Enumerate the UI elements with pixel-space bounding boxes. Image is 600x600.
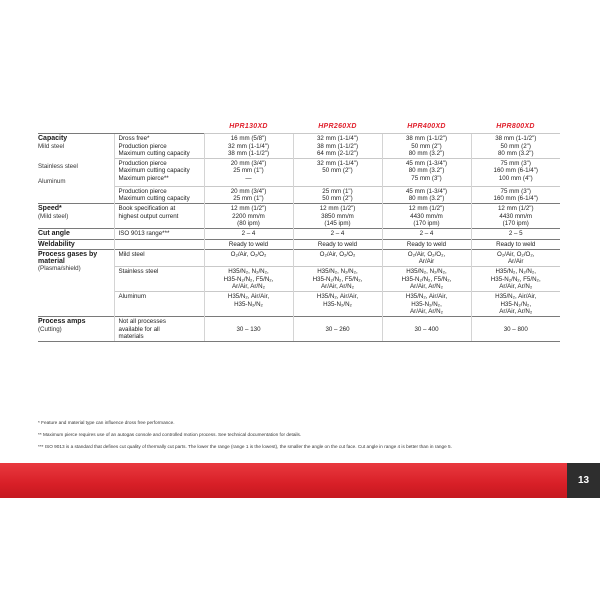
model-header: HPR400XD xyxy=(382,123,471,134)
value-cell: 16 mm (5/8") 32 mm (1-1/4") 38 mm (1-1/2") xyxy=(204,134,293,159)
footnote: ** Maximum pierce requires use of an autogas console and controlled motion process. See technical documentation for details. xyxy=(38,432,302,437)
value-cell: H35/N₂, N₂/N₂, H35-N₂/N₂, F5/N₂, Ar/Air, Ar/N₂ xyxy=(293,267,382,292)
value-cell: 38 mm (1-1/2") 50 mm (2") 80 mm (3.2") xyxy=(382,134,471,159)
speed-category: Speed* (Mild steel) xyxy=(38,204,114,229)
value-cell: 45 mm (1-3/4") 80 mm (3.2") 75 mm (3") xyxy=(382,159,471,187)
footnote: * Feature and material type can influence dross free performance. xyxy=(38,420,175,425)
model-header-row xyxy=(38,123,560,134)
value-cell: H35/N₂, N₂/N₂, H35-N₂/N₂, F5/N₂, Ar/Air, Ar/N₂ xyxy=(204,267,293,292)
specifications-table xyxy=(38,123,560,342)
value-cell: 12 mm (1/2") 3850 mm/m (145 ipm) xyxy=(293,204,382,229)
capacity-category: Capacity Mild steel xyxy=(38,134,114,159)
capacity-stainless-labels: Production pierce Maximum cutting capacity Maximum pierce** xyxy=(114,159,204,187)
value-cell: H35/N₂, Air/Air, H35-N₂/N₂ xyxy=(204,292,293,317)
value-cell: Ready to weld xyxy=(204,239,293,249)
model-header: HPR800XD xyxy=(471,123,560,134)
model-header: HPR260XD xyxy=(293,123,382,134)
value-cell: 30 – 400 xyxy=(382,317,471,342)
value-cell: 12 mm (1/2") 2200 mm/m (80 ipm) xyxy=(204,204,293,229)
weldability-row: Weldability Ready to weld Ready to weld Ready to weld Ready to weld xyxy=(38,239,560,249)
value-cell: 12 mm (1/2") 4430 mm/m (170 ipm) xyxy=(382,204,471,229)
value-cell: 12 mm (1/2") 4430 mm/m (170 ipm) xyxy=(471,204,560,229)
value-cell: Ready to weld xyxy=(382,239,471,249)
value-cell: 30 – 800 xyxy=(471,317,560,342)
value-cell: 20 mm (3/4") 25 mm (1") xyxy=(204,186,293,204)
value-cell: 30 – 260 xyxy=(293,317,382,342)
gases-mild-row: Process gases by material (Plasma/shield) Mild steel O₂/Air, O₂/O₂ O₂/Air, O₂/O₂ O₂/Air, O₂/O₂, Ar/Air O₂/Air, O₂/O₂, Ar/Air xyxy=(38,249,560,267)
value-cell: 45 mm (1-3/4") 80 mm (3.2") xyxy=(382,186,471,204)
value-cell: 2 – 5 xyxy=(471,229,560,239)
value-cell: H35/N₂, N₂/N₂, H35-N₂/N₂, F5/N₂, Ar/Air, Ar/N₂ xyxy=(471,267,560,292)
speed-row: Speed* (Mild steel) Book specification at highest output current 12 mm (1/2") 2200 mm/m (80 ipm) 12 mm (1/2") 3850 mm/m (145 ipm) 12 mm (1/2") 4430 mm/m (170 ipm) 12 mm (1/2") 4430 mm/m (170 ipm) xyxy=(38,204,560,229)
value-cell: O₂/Air, O₂/O₂ xyxy=(204,249,293,267)
stainless-label: Stainless steel Aluminum xyxy=(38,162,78,185)
gases-category: Process gases by material (Plasma/shield) xyxy=(38,249,114,316)
process-amps-row: Process amps (Cutting) Not all processes available for all materials 30 – 130 30 – 260 30 – 400 30 – 800 xyxy=(38,317,560,342)
gases-aluminum-row: Aluminum H35/N₂, Air/Air, H35-N₂/N₂ H35/N₂, Air/Air, H35-N₂/N₂ H35/N₂, Air/Air, H35-N₂/N₂, Ar/Air, Ar/N₂ H35/N₂, Air/Air, H35-N₂/N₂, Ar/Air, Ar/N₂ xyxy=(38,292,560,317)
cut-angle-row: Cut angle ISO 9013 range*** 2 – 4 2 – 4 2 – 4 2 – 5 xyxy=(38,229,560,239)
value-cell: 20 mm (3/4") 25 mm (1") — xyxy=(204,159,293,187)
value-cell: H35/N₂, N₂/N₂, H35-N₂/N₂, F5/N₂, Ar/Air, Ar/N₂ xyxy=(382,267,471,292)
model-header: HPR130XD xyxy=(204,123,293,134)
value-cell: O₂/Air, O₂/O₂, Ar/Air xyxy=(382,249,471,267)
value-cell: O₂/Air, O₂/O₂, Ar/Air xyxy=(471,249,560,267)
value-cell: 32 mm (1-1/4") 38 mm (1-1/2") 64 mm (2-1/2") xyxy=(293,134,382,159)
value-cell: 2 – 4 xyxy=(293,229,382,239)
value-cell: Ready to weld xyxy=(471,239,560,249)
value-cell: O₂/Air, O₂/O₂ xyxy=(293,249,382,267)
capacity-stainless-row xyxy=(38,159,560,187)
gases-stainless-row: Stainless steel H35/N₂, N₂/N₂, H35-N₂/N₂, F5/N₂, Ar/Air, Ar/N₂ H35/N₂, N₂/N₂, H35-N₂/N₂, F5/N₂, Ar/Air, Ar/N₂ H35/N₂, N₂/N₂, H35-N₂/N₂, F5/N₂, Ar/Air, Ar/N₂ H35/N₂, N₂/N₂, H35-N₂/N₂, F5/N₂, Ar/Air, Ar/N₂ xyxy=(38,267,560,292)
value-cell: Ready to weld xyxy=(293,239,382,249)
capacity-aluminum-labels: Production pierce Maximum cutting capacity xyxy=(114,186,204,204)
value-cell: 75 mm (3") 160 mm (6-1/4") 100 mm (4") xyxy=(471,159,560,187)
footnotes xyxy=(38,420,563,456)
value-cell: 2 – 4 xyxy=(204,229,293,239)
value-cell: 38 mm (1-1/2") 50 mm (2") 80 mm (3.2") xyxy=(471,134,560,159)
value-cell: H35/N₂, Air/Air, H35-N₂/N₂, Ar/Air, Ar/N₂ xyxy=(382,292,471,317)
value-cell: 32 mm (1-1/4") 50 mm (2") xyxy=(293,159,382,187)
value-cell: H35/N₂, Air/Air, H35-N₂/N₂, Ar/Air, Ar/N₂ xyxy=(471,292,560,317)
value-cell: 75 mm (3") 160 mm (6-1/4") xyxy=(471,186,560,204)
capacity-mild-row xyxy=(38,134,560,159)
value-cell: 2 – 4 xyxy=(382,229,471,239)
page-number: 13 xyxy=(567,463,600,498)
value-cell: 30 – 130 xyxy=(204,317,293,342)
value-cell: H35/N₂, Air/Air, H35-N₂/N₂ xyxy=(293,292,382,317)
capacity-aluminum-row xyxy=(38,186,560,204)
footnote: *** ISO 9013 is a standard that defines cut quality of thermally cut parts. The lower the range (range 1 is the lowest), the smaller the angle on the cut face. Cut angle in range 4 is better than in range 5. xyxy=(38,444,452,449)
capacity-mild-labels: Dross free* Production pierce Maximum cutting capacity xyxy=(114,134,204,159)
red-footer-band xyxy=(0,463,600,498)
value-cell: 25 mm (1") 50 mm (2") xyxy=(293,186,382,204)
